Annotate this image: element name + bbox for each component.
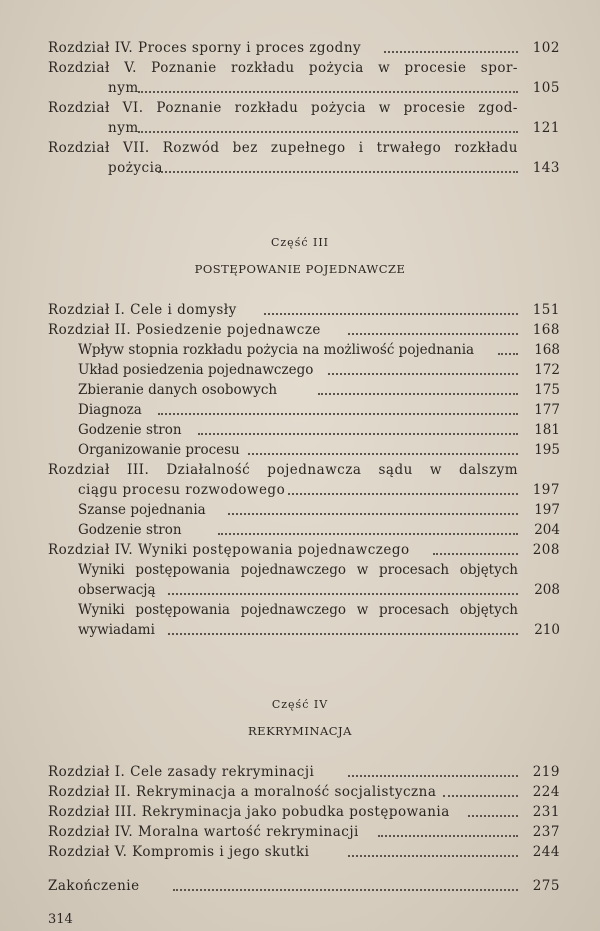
- toc-entry: Wyniki postępowania pojednawczego w procesach objętych wywiadami 210: [78, 602, 560, 638]
- part-heading: Część III: [270, 236, 330, 249]
- toc-entry: Godzenie stron 181: [78, 422, 560, 438]
- toc-entry: Diagnoza 177: [78, 402, 560, 418]
- toc-entry: Rozdział I. Cele i domysły 151: [48, 302, 560, 318]
- toc-entry: Organizowanie procesu 195: [78, 442, 560, 458]
- toc-entry: Rozdział IV. Moralna wartość rekryminacji 237: [48, 824, 560, 840]
- page-number: 121: [532, 120, 560, 136]
- part-heading: Część IV: [271, 698, 329, 711]
- toc-entry: Rozdział I. Cele zasady rekryminacji 219: [48, 764, 560, 780]
- toc-entry: Szanse pojednania 197: [78, 502, 560, 518]
- toc-entry: Wpływ stopnia rozkładu pożycia na możliwość pojednania 168: [78, 342, 560, 358]
- part-title: REKRYMINACJA: [248, 724, 352, 738]
- toc-entry: Godzenie stron 204: [78, 522, 560, 538]
- part-title: POSTĘPOWANIE POJEDNAWCZE: [194, 262, 406, 276]
- toc-entry: Rozdział IV. Proces sporny i proces zgodny 102: [48, 40, 560, 56]
- toc-entry: Rozdział VII. Rozwód bez zupełnego i trwałego rozkładu pożycia 143: [48, 140, 560, 176]
- page-number: 143: [532, 160, 560, 176]
- page-folio: 314: [48, 912, 73, 927]
- toc-entry-conclusion: Zakończenie 275: [48, 878, 560, 894]
- toc-entry: Rozdział III. Działalność pojednawcza sądu w dalszym ciągu procesu rozwodowego 197: [48, 462, 560, 498]
- toc-entry: Rozdział II. Posiedzenie pojednawcze 168: [48, 322, 560, 338]
- toc-entry: Zbieranie danych osobowych 175: [78, 382, 560, 398]
- toc-entry: Rozdział V. Kompromis i jego skutki 244: [48, 844, 560, 860]
- toc-entry: Rozdział IV. Wyniki postępowania pojednawczego 208: [48, 542, 560, 558]
- toc-entry: Układ posiedzenia pojednawczego 172: [78, 362, 560, 378]
- page-number: 102: [532, 40, 560, 56]
- toc-top-section: [48, 38, 560, 178]
- toc-entry: Wyniki postępowania pojednawczego w procesach objętych obserwacją 208: [78, 562, 560, 598]
- toc-part3: [48, 300, 560, 640]
- toc-part4: [48, 762, 560, 896]
- toc-entry: Rozdział III. Rekryminacja jako pobudka postępowania 231: [48, 804, 560, 820]
- toc-entry: Rozdział V. Poznanie rozkładu pożycia w procesie spor- nym 105: [48, 60, 560, 96]
- page-number: 105: [532, 80, 560, 96]
- toc-entry: Rozdział VI. Poznanie rozkładu pożycia w procesie zgod- nym 121: [48, 100, 560, 136]
- toc-entry: Rozdział II. Rekryminacja a moralność socjalistyczna 224: [48, 784, 560, 800]
